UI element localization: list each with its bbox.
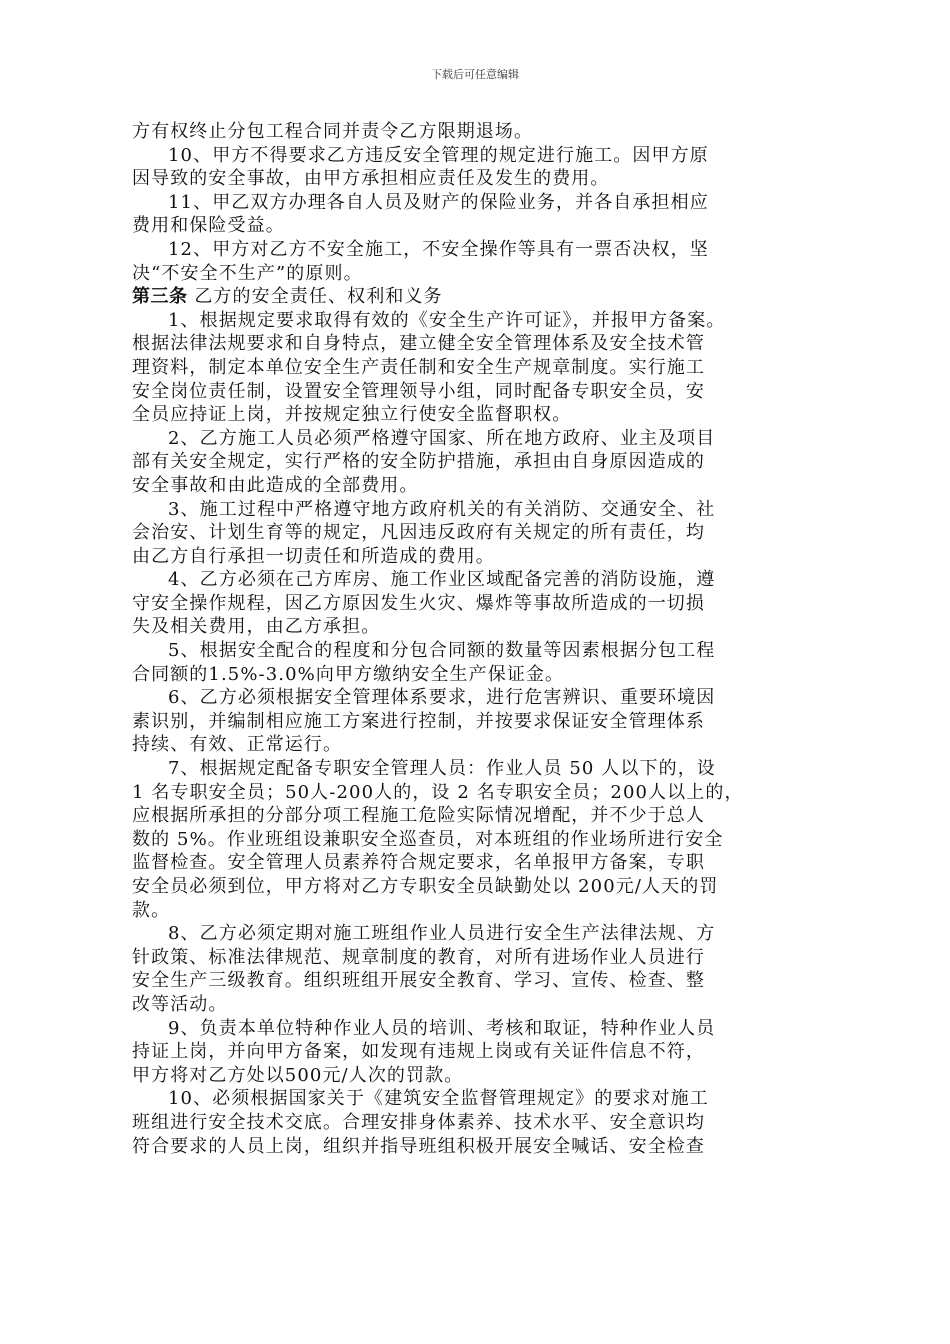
text-line: 3、施工过程中严格遵守地方政府机关的有关消防、交通安全、社	[168, 498, 716, 520]
section-label: 第三条	[132, 286, 188, 308]
text-line: 根据法律法规要求和自身特点，建立健全安全管理体系及安全技术管	[132, 333, 705, 355]
text-line: 部有关安全规定，实行严格的安全防护措施，承担由自身原因造成的	[132, 451, 705, 473]
text-line: 决“不安全不生产”的原则。	[132, 262, 363, 284]
text-line: 1、根据规定要求取得有效的《安全生产许可证》，并报甲方备案。	[168, 309, 726, 331]
text-line: 7、根据规定配备专职安全管理人员：作业人员 50 人以下的，设	[168, 758, 716, 780]
text-line: 因导致的安全事故，由甲方承担相应责任及发生的费用。	[132, 168, 610, 190]
text-line: 持证上岗，并向甲方备案，如发现有违规上岗或有关证件信息不符，	[132, 1041, 705, 1063]
text-line: 全员应持证上岗，并按规定独立行使安全监督职权。	[132, 404, 572, 426]
text-line: 守安全操作规程，因乙方原因发生火灾、爆炸等事故所造成的一切损	[132, 592, 705, 614]
text-line: 合同额的1.5%-3.0%向甲方缴纳安全生产保证金。	[132, 663, 565, 685]
text-line: 安全事故和由此造成的全部费用。	[132, 474, 419, 496]
text-line: 安全岗位责任制，设置安全管理领导小组，同时配备专职安全员，安	[132, 380, 705, 402]
text-line: 数的 5%。作业班组设兼职安全巡查员，对本班组的作业场所进行安全	[132, 828, 724, 850]
section-title: 乙方的安全责任、权利和义务	[187, 286, 443, 308]
text-line: 2、乙方施工人员必须严格遵守国家、所在地方政府、业主及项目	[168, 427, 716, 449]
text-line: 1 名专职安全员；50人-200人的，设 2 名专职安全员；200人以上的，	[132, 781, 744, 803]
text-line: 5、根据安全配合的程度和分包合同额的数量等因素根据分包工程	[168, 640, 716, 662]
text-line: 改等活动。	[132, 993, 228, 1015]
text-line: 4、乙方必须在己方库房、施工作业区域配备完善的消防设施，遵	[168, 569, 716, 591]
text-line: 由乙方自行承担一切责任和所造成的费用。	[132, 545, 495, 567]
text-line: 监督检查。安全管理人员素养符合规定要求，名单报甲方备案，专职	[132, 852, 705, 874]
text-line: 6、乙方必须根据安全管理体系要求，进行危害辨识、重要环境因	[168, 687, 716, 709]
text-line: 针政策、标准法律规范、规章制度的教育，对所有进场作业人员进行	[132, 946, 705, 968]
text-line: 班组进行安全技术交底。合理安排身体素养、技术水平、安全意识均	[132, 1111, 705, 1133]
text-line: 素识别，并编制相应施工方案进行控制，并按要求保证安全管理体系	[132, 710, 705, 732]
text-line: 持续、有效、正常运行。	[132, 734, 343, 756]
text-line: 8、乙方必须定期对施工班组作业人员进行安全生产法律法规、方	[168, 923, 716, 945]
text-line: 失及相关费用，由乙方承担。	[132, 616, 381, 638]
page-header: 下载后可任意编辑	[431, 68, 519, 81]
text-line: 方有权终止分包工程合同并责令乙方限期退场。	[132, 121, 534, 142]
text-line: 应根据所承担的分部分项工程施工危险实际情况增配，并不少于总人	[132, 805, 705, 827]
text-line: 符合要求的人员上岗，组织并指导班组积极开展安全喊话、安全检查	[132, 1135, 705, 1157]
text-line: 理资料，制定本单位安全生产责任制和安全生产规章制度。实行施工	[132, 356, 705, 378]
section-heading	[132, 285, 822, 309]
text-line: 费用和保险受益。	[132, 215, 285, 237]
text-line: 10、必须根据国家关于《建筑安全监督管理规定》的要求对施工	[168, 1088, 709, 1110]
text-line: 12、甲方对乙方不安全施工，不安全操作等具有一票否决权，坚	[168, 238, 709, 260]
text-line: 10、甲方不得要求乙方违反安全管理的规定进行施工。因甲方原	[168, 144, 709, 166]
text-line: 安全生产三级教育。组织班组开展安全教育、学习、宣传、检查、整	[132, 970, 705, 992]
text-line: 9、负责本单位特种作业人员的培训、考核和取证，特种作业人员	[168, 1017, 716, 1039]
text-line: 款。	[132, 899, 171, 921]
text-line: 甲方将对乙方处以500元/人次的罚款。	[132, 1064, 464, 1086]
text-line: 11、甲乙双方办理各自人员及财产的保险业务，并各自承担相应	[168, 191, 709, 213]
document-body	[132, 120, 822, 1158]
text-line: 会治安、计划生育等的规定，凡因违反政府有关规定的所有责任，均	[132, 522, 705, 544]
text-line: 安全员必须到位，甲方将对乙方专职安全员缺勤处以 200元/人天的罚	[132, 876, 719, 897]
